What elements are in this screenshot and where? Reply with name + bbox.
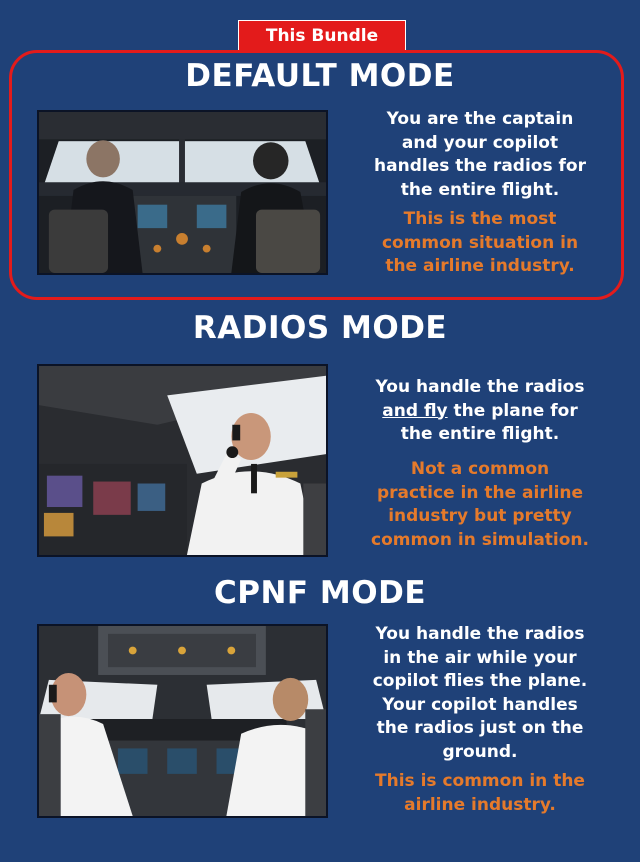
description-line: and your copilot — [401, 132, 559, 153]
note-line: This is common in the — [375, 771, 585, 791]
description-line: Your copilot handles — [382, 694, 578, 715]
default-mode-note — [340, 208, 620, 279]
two-pilots-cockpit-photo — [37, 624, 328, 818]
cpnf-mode-note — [340, 770, 620, 817]
description-line: You handle the radios — [375, 624, 585, 644]
description-line: You handle the radios — [375, 377, 585, 397]
note-line: industry but pretty — [388, 506, 572, 526]
underlined-text: and fly — [382, 400, 448, 421]
description-line: You are the captain — [386, 109, 574, 129]
cpnf-mode-description — [340, 623, 620, 764]
description-line: the radios just on the — [376, 718, 584, 738]
default-mode-description — [340, 108, 620, 202]
note-line: This is the most — [403, 209, 557, 229]
cpnf-mode-title: CPNF MODE — [214, 575, 426, 611]
note-line: common in simulation. — [371, 529, 589, 550]
note-line: common situation in — [381, 232, 579, 253]
description-text: the plane for — [447, 400, 578, 421]
note-line: practice in the airline — [376, 482, 584, 503]
cockpit-captain-and-copilot-photo — [37, 110, 328, 275]
radios-mode-description — [340, 376, 620, 447]
note-line: the airline industry. — [385, 256, 575, 276]
note-line: Not a common — [410, 459, 550, 479]
description-line: ground. — [442, 741, 518, 762]
radios-mode-note — [340, 458, 620, 552]
description-line: handles the radios for — [374, 156, 586, 176]
description-line — [340, 400, 620, 424]
default-mode-title: DEFAULT MODE — [185, 58, 455, 94]
description-line: the entire flight. — [400, 424, 560, 444]
description-line: copilot flies the plane. — [372, 671, 588, 691]
pilot-using-radio-photo — [37, 364, 328, 557]
note-line: airline industry. — [404, 794, 556, 815]
description-line: the entire flight. — [400, 179, 560, 200]
description-line: in the air while your — [383, 647, 577, 668]
this-bundle-badge: This Bundle — [238, 20, 406, 51]
radios-mode-title: RADIOS MODE — [192, 310, 448, 346]
